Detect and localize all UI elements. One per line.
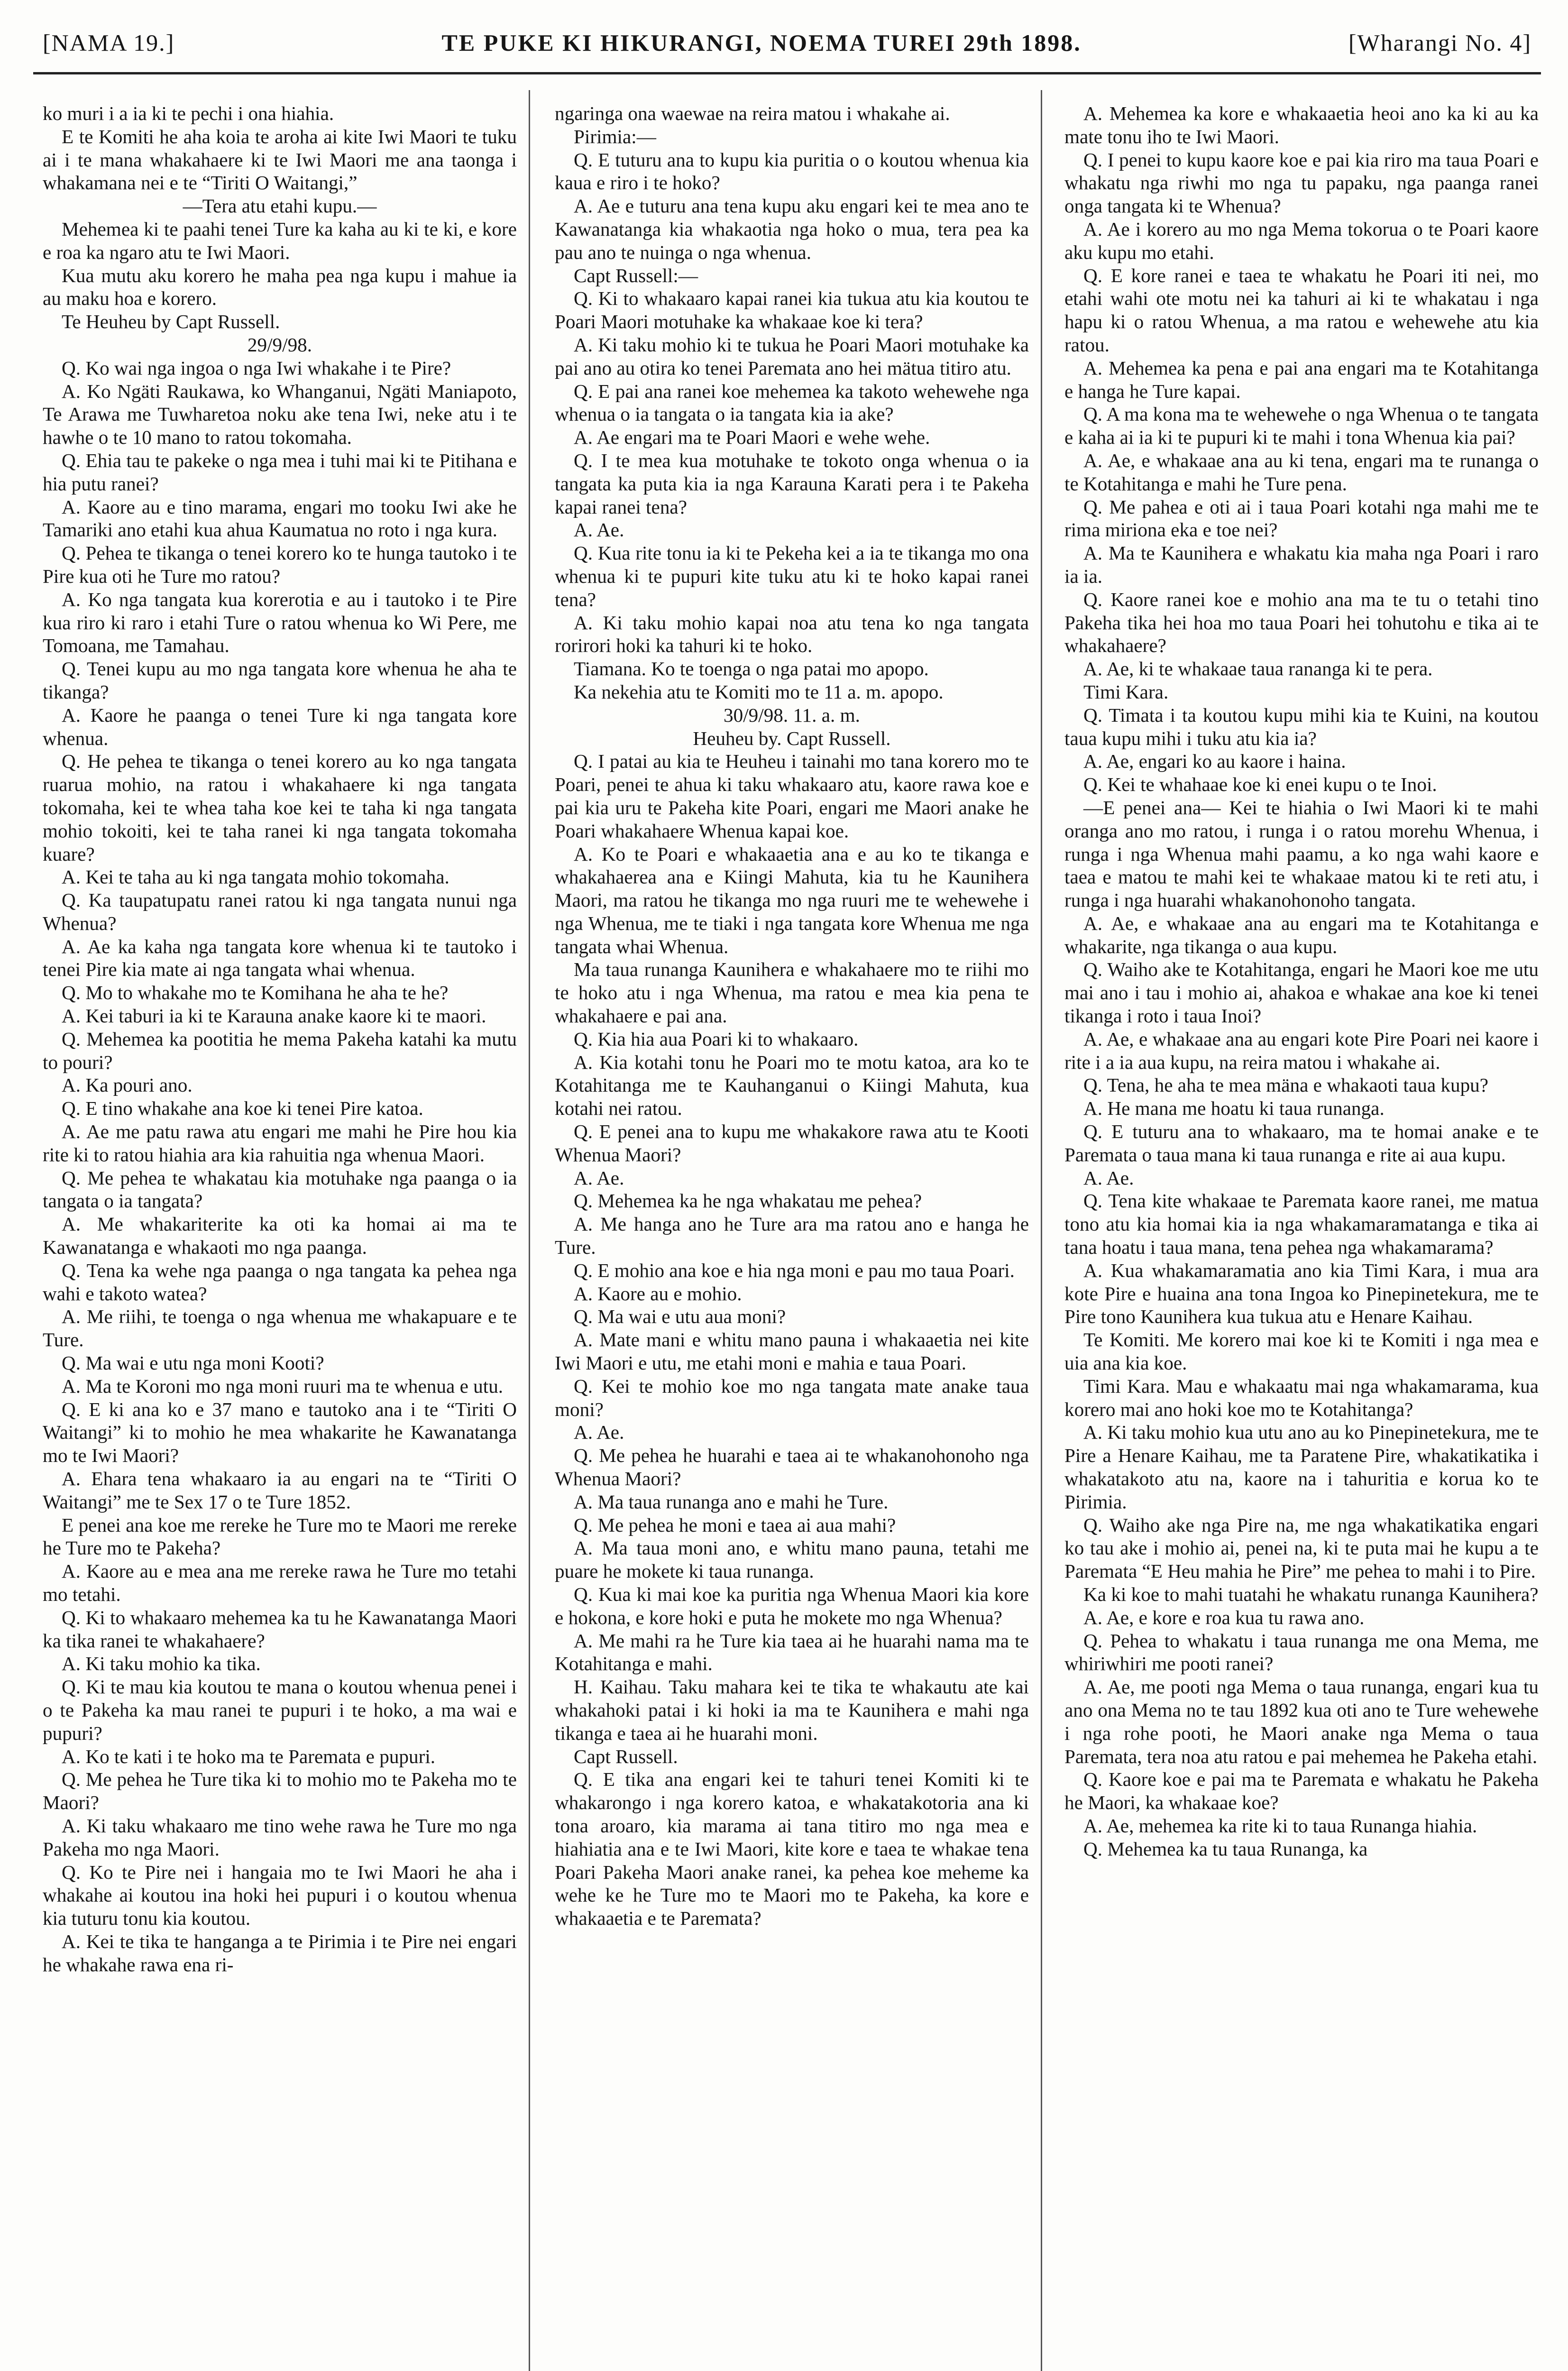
paragraph: A. Ki taku mohio kapai noa atu tena ko nga tangata rorirori hoki ka tahuri ki te hoko.: [555, 611, 1029, 657]
paragraph: Ka nekehia atu te Komiti mo te 11 a. m. apopo.: [574, 680, 944, 703]
paragraph: Q. Mo to whakahe mo te Komihana he aha te he?: [62, 982, 449, 1004]
paragraph: A. Mehemea ka pena e pai ana engari ma te Kotahitanga e hanga he Ture kapai.: [1064, 357, 1539, 402]
paragraph: A. Kei te taha au ki nga tangata mohio tokomaha.: [62, 866, 449, 888]
column-divider-2: [1041, 90, 1042, 2371]
paragraph: A. Ma te Koroni mo nga moni ruuri ma te whenua e utu.: [62, 1375, 504, 1397]
column-divider-1: [529, 90, 530, 2371]
paragraph: Q. E tika ana engari kei te tahuri tenei Komiti ki te whakarongo i nga korero katoa, e whakatakotoria ana ki tona aroaro, kia marama ai tana titiro mo nga mea e hiahiatia ana e te Iwi Maori, kite kore e taea te whakae tena Poari Pakeha Maori anake ranei, ka pehea koe meheme ka wehe ke he Ture mo te Maori mo te Pakeha, ka kore e whakaaetia e te Paremata?: [555, 1768, 1029, 1930]
paragraph: A. Mehemea ka kore e whakaaetia heoi ano ka ki au ka mate tonu iho te Iwi Maori.: [1064, 102, 1539, 147]
paragraph: A. Ae i korero au mo nga Mema tokorua o te Poari kaore aku kupu mo etahi.: [1064, 218, 1539, 263]
column-2: [555, 102, 1029, 2371]
paragraph: Q. Ma wai e utu aua moni?: [574, 1305, 786, 1328]
paragraph: Ma taua runanga Kaunihera e whakahaere mo te riihi mo te hoko atu i nga Whenua, ma ratou e mea kia pena te whakahaere e pai ana.: [555, 958, 1029, 1027]
page-header: [43, 17, 1531, 69]
paragraph: A. Ae, me pooti nga Mema o taua runanga, engari kua tu ano ona Mema no te tau 1892 kua oti ano te Ture wehewehe i nga rohe pooti, he Maori anake nga Mema o taua Paremata, tera noa atu ratou e pai mehemea he Pakeha etahi.: [1064, 1676, 1539, 1767]
paragraph: Q. Tena, he aha te mea mäna e whakaoti taua kupu?: [1083, 1074, 1489, 1096]
paragraph: Q. Ki to whakaaro mehemea ka tu he Kawanatanga Maori ka tika ranei te whakahaere?: [43, 1606, 517, 1652]
paragraph: A. Ae, e whakaae ana au engari ma te Kotahitanga e whakarite, nga tikanga o aua kupu.: [1064, 912, 1539, 957]
paragraph: —E penei ana— Kei te hiahia o Iwi Maori ki te mahi oranga ano mo ratou, i runga i o ratou morehu Whenua, i runga i nga Whenua mahi paamu, a ko nga wahi kaore e taea e matou te mahi kei te whakaae matou ki te reti atu, i runga i nga huarahi whakanohonoho tangata.: [1064, 796, 1539, 911]
paragraph: A. Ae me patu rawa atu engari me mahi he Pire hou kia rite ki to ratou hiahia ara kia rahuitia nga whenua Maori.: [43, 1121, 517, 1166]
paragraph: Q. Ko wai nga ingoa o nga Iwi whakahe i te Pire?: [62, 357, 451, 379]
paragraph: Te Heuheu by Capt Russell.: [62, 311, 280, 333]
paragraph: A. Kaore au e mohio.: [574, 1282, 742, 1305]
paragraph: Q. Tena kite whakaae te Paremata kaore ranei, me matua tono atu kia homai kia ia nga whakamaramatanga e tika ai tana hoatu i taua mana, tena pehea nga whakamarama?: [1064, 1190, 1539, 1259]
paragraph: Q. I patai au kia te Heuheu i tainahi mo tana korero mo te Poari, penei te ahua ki taku whakaaro atu, kaore rawa koe e pai kia uru te Pakeha kite Poari, engari me Maori anake he Poari whakahaere Whenua kapai koe.: [555, 750, 1029, 842]
paragraph: Q. E tino whakahe ana koe ki tenei Pire katoa.: [62, 1097, 423, 1120]
paragraph: Q. E ki ana ko e 37 mano e tautoko ana i te “Tiriti O Waitangi” ki to mohio he mea whakarite he Kawanatanga mo te Iwi Maori?: [43, 1398, 517, 1467]
paragraph: A. Kaore au e tino marama, engari mo tooku Iwi ake he Tamariki ano etahi kua ahua Kaumatua no roto i nga kura.: [43, 496, 517, 541]
paragraph: 30/9/98. 11. a. m.: [724, 704, 860, 726]
paragraph: Te Komiti. Me korero mai koe ki te Komiti i nga mea e uia ana kia koe.: [1064, 1329, 1539, 1374]
paragraph: Q. Waiho ake nga Pire na, me nga whakatikatika engari ko tau ake i mohio ai, penei na, ki te puta mai he kupu a te Paremata “E Heu mahia he Pire” me pehea to mahi i to Pire.: [1064, 1514, 1539, 1582]
paragraph: Q. Tenei kupu au mo nga tangata kore whenua he aha te tikanga?: [43, 658, 517, 703]
paragraph: H. Kaihau. Taku mahara kei te tika te whakautu ate kai whakahoki patai i ki hoki ia ma te Kaunihera e mahi nga tikanga e taea ai he huarahi moni.: [555, 1676, 1029, 1744]
paragraph: A. Kei taburi ia ki te Karauna anake kaore ki te maori.: [62, 1005, 486, 1027]
paragraph: Q. I te mea kua motuhake te tokoto onga whenua o ia tangata ka puta kia ia nga Karauna Karati pera i te Pakeha kapai ranei tena?: [555, 449, 1029, 518]
paragraph: Q. Kua ki mai koe ka puritia nga Whenua Maori kia kore e hokona, e kore hoki e puta he mokete mo nga Whenua?: [555, 1583, 1029, 1628]
paragraph: Q. Mehemea ka he nga whakatau me pehea?: [574, 1190, 922, 1212]
paragraph: A. Ki taku mohio kua utu ano au ko Pinepinetekura, me te Pire a Henare Kaihau, me ta Paratene Pire, whakatikatika i whakatakoto atu na, kaore na i tahuritia e korua ko te Pirimia.: [1064, 1421, 1539, 1513]
paragraph: E penei ana koe me rereke he Ture mo te Maori me rereke he Ture mo te Pakeha?: [43, 1514, 517, 1559]
paragraph: Q. Me pahea e oti ai i taua Poari kotahi nga mahi me te rima miriona eka e toe nei?: [1064, 496, 1539, 541]
paragraph: A. Ae.: [574, 519, 624, 541]
paragraph: A. Ma taua runanga ano e mahi he Ture.: [574, 1490, 889, 1513]
paragraph: A. Ko Ngäti Raukawa, ko Whanganui, Ngäti Maniapoto, Te Arawa me Tuwharetoa noku ake tena Iwi, neke atu i te hawhe o te 10 mano to ratou tokomaha.: [43, 380, 517, 449]
paragraph: A. Me riihi, te toenga o nga whenua me whakapuare e te Ture.: [43, 1305, 517, 1351]
paragraph: 29/9/98.: [247, 333, 312, 356]
paragraph: A. Ki taku mohio ki te tukua he Poari Maori motuhake ka pai ano au otira ko tenei Paremata ano hei mätua titiro atu.: [555, 333, 1029, 379]
page-number: [Wharangi No. 4]: [1348, 29, 1531, 56]
header-rule: [33, 72, 1541, 74]
paragraph: Q. A ma kona ma te wehewehe o nga Whenua o te tangata e kaha ai ia ki te pupuri ki te mahi i tona Whenua kia pai?: [1064, 403, 1539, 449]
paragraph: Q. Ka taupatupatu ranei ratou ki nga tangata nunui nga Whenua?: [43, 889, 517, 934]
paragraph: A. Ae ka kaha nga tangata kore whenua ki te tautoko i tenei Pire kia mate ai nga tangata whai whenua.: [43, 935, 517, 981]
paragraph: A. Kaore au e mea ana me rereke rawa he Ture mo tetahi mo tetahi.: [43, 1560, 517, 1605]
paragraph: A. Ehara tena whakaaro ia au engari na te “Tiriti O Waitangi” me te Sex 17 o te Ture 1852.: [43, 1468, 517, 1513]
paragraph: A. Ka pouri ano.: [62, 1074, 193, 1096]
paragraph: A. Ae, e whakaae ana au ki tena, engari ma te runanga o te Kotahitanga e mahi he Ture pena.: [1064, 449, 1539, 495]
paragraph: Tiamana. Ko te toenga o nga patai mo apopo.: [574, 658, 929, 680]
paragraph: Ka ki koe to mahi tuatahi he whakatu runanga Kaunihera?: [1083, 1583, 1539, 1605]
paragraph: A. Kia kotahi tonu he Poari mo te motu katoa, ara ko te Kotahitanga me te Kauhanganui o Kiingi Mahuta, kua kotahi nei ratou.: [555, 1051, 1029, 1120]
paragraph: Q. Me pehea he Ture tika ki to mohio mo te Pakeha mo te Maori?: [43, 1768, 517, 1814]
paragraph: Q. Ko te Pire nei i hangaia mo te Iwi Maori he aha i whakahe ai koutou ina hoki hei pupuri i o koutou whenua kia tuturu tonu kia koutou.: [43, 1861, 517, 1930]
paragraph: Q. I penei to kupu kaore koe e pai kia riro ma taua Poari e whakatu nga riwhi mo nga tu papaku, nga paanga ranei onga tangata ki te Whenua?: [1064, 148, 1539, 217]
paragraph: ngaringa ona waewae na reira matou i whakahe ai.: [555, 102, 950, 124]
paragraph: A. Ae, e whakaae ana au engari kote Pire Poari nei kaore i rite i a ia aua kupu, na reira matou i whakahe ai.: [1064, 1028, 1539, 1073]
paragraph: Heuheu by. Capt Russell.: [693, 727, 891, 749]
paragraph: A. Kaore he paanga o tenei Ture ki nga tangata kore whenua.: [43, 704, 517, 749]
column-1: [43, 102, 517, 2371]
paragraph: Q. Timata i ta koutou kupu mihi kia te Kuini, na koutou taua kupu mihi i tuku atu kia ia?: [1064, 704, 1539, 749]
paragraph: Q. Kei te mohio koe mo nga tangata mate anake taua moni?: [555, 1375, 1029, 1420]
paragraph: A. Me mahi ra he Ture kia taea ai he huarahi nama ma te Kotahitanga e mahi.: [555, 1629, 1029, 1675]
masthead-title: TE PUKE KI HIKURANGI, NOEMA TUREI 29th 1898.: [441, 29, 1082, 56]
paragraph: A. Me hanga ano he Ture ara ma ratou ano e hanga he Ture.: [555, 1213, 1029, 1259]
paragraph: Q. Kia hia aua Poari ki to whakaaro.: [574, 1028, 859, 1050]
paragraph: Q. Me pehea he huarahi e taea ai te whakanohonoho nga Whenua Maori?: [555, 1444, 1029, 1490]
paragraph: A. Ae, engari ko au kaore i haina.: [1083, 750, 1346, 772]
paragraph: A. Ae engari ma te Poari Maori e wehe wehe.: [574, 426, 930, 449]
paragraph: Q. Waiho ake te Kotahitanga, engari he Maori koe me utu mai ano i tau i mohio ai, ahakoa e whakae ana koe ki tenei tikanga i roto i taua Inoi?: [1064, 958, 1539, 1027]
paragraph: A. Ae e tuturu ana tena kupu aku engari kei te mea ano te Kawanatanga kia whakaotia nga hoko o mua, tera pea ka pau ano te nuinga o nga whenua.: [555, 195, 1029, 263]
paragraph: A. Ki taku mohio ka tika.: [62, 1653, 261, 1675]
paragraph: Kua mutu aku korero he maha pea nga kupu i mahue ia au maku hoa e korero.: [43, 264, 517, 310]
paragraph: A. He mana me hoatu ki taua runanga.: [1083, 1097, 1385, 1120]
paragraph: Timi Kara. Mau e whakaatu mai nga whakamarama, kua korero mai ano hoki koe mo te Kotahitanga?: [1064, 1375, 1539, 1420]
paragraph: Q. E tuturu ana to kupu kia puritia o o koutou whenua kia kaua e riro i te hoko?: [555, 148, 1029, 194]
paragraph: Pirimia:—: [574, 125, 656, 147]
paragraph: Q. Pehea to whakatu i taua runanga me ona Mema, me whiriwhiri me pooti ranei?: [1064, 1629, 1539, 1675]
paragraph: A. Ki taku whakaaro me tino wehe rawa he Ture mo nga Pakeha mo nga Maori.: [43, 1814, 517, 1860]
paragraph: Q. Me pehea he moni e taea ai aua mahi?: [574, 1514, 896, 1536]
paragraph: A. Ae.: [574, 1421, 624, 1443]
paragraph: A. Ko te kati i te hoko ma te Paremata e pupuri.: [62, 1745, 436, 1767]
paragraph: Q. Mehemea ka pootitia he mema Pakeha katahi ka mutu to pouri?: [43, 1028, 517, 1073]
paragraph: Q. E penei ana to kupu me whakakore rawa atu te Kooti Whenua Maori?: [555, 1121, 1029, 1166]
paragraph: Q. Kaore koe e pai ma te Paremata e whakatu he Pakeha he Maori, ka whakaae koe?: [1064, 1768, 1539, 1814]
paragraph: Q. Kaore ranei koe e mohio ana ma te tu o tetahi tino Pakeha tika hei hoa mo taua Poari hei tohutohu e tika ai te whakahaere?: [1064, 588, 1539, 657]
paragraph: A. Ma taua moni ano, e whitu mano pauna, tetahi me puare he mokete ki taua runanga.: [555, 1537, 1029, 1582]
paragraph: Q. Kua rite tonu ia ki te Pekeha kei a ia te tikanga mo ona whenua ki te pupuri kite tuku atu ki te hoko kapai ranei tena?: [555, 542, 1029, 610]
paragraph: A. Kua whakamaramatia ano kia Timi Kara, i mua ara kote Pire e huaina ana tona Ingoa ko Pinepinetekura, me te Pire tono Kaunihera kua tukua atu e Henare Kaihau.: [1064, 1259, 1539, 1328]
paragraph: Q. E kore ranei e taea te whakatu he Poari iti nei, mo etahi wahi ote motu nei ka tahuri ai ki te whakatau i nga hapu ki o ratou Whenua, a ma ratou e wehewehe atu kia ratou.: [1064, 264, 1539, 356]
paragraph: Q. Ki te mau kia koutou te mana o koutou whenua penei i o te Pakeha ka mau ranei te pupuri i te hoko, a ma wai e pupuri?: [43, 1676, 517, 1744]
paragraph: Q. He pehea te tikanga o tenei korero au ko nga tangata ruarua mohio, na ratou i whakahaere ki nga tangata tokomaha, kei te whea taha koe kei te taha ki nga tangata mohio tokoiti, kei te taha ranei ki nga tangata tokomaha kuare?: [43, 750, 517, 865]
paragraph: —Tera atu etahi kupu.—: [183, 195, 377, 217]
paragraph: E te Komiti he aha koia te aroha ai kite Iwi Maori te tuku ai i te mana whakahaere ki te Iwi Maori me ana taonga i whakamana nei e te “Tiriti O Waitangi,”: [43, 125, 517, 194]
column-3: [1064, 102, 1539, 2371]
paragraph: ko muri i a ia ki te pechi i ona hiahia.: [43, 102, 334, 124]
paragraph: Q. E mohio ana koe e hia nga moni e pau mo taua Poari.: [574, 1259, 1015, 1281]
paragraph: A. Ma te Kaunihera e whakatu kia maha nga Poari i raro ia ia.: [1064, 542, 1539, 587]
paragraph: A. Kei te tika te hanganga a te Pirimia i te Pire nei engari he whakahe rawa ena ri-: [43, 1930, 517, 1976]
paragraph: A. Ko nga tangata kua korerotia e au i tautoko i te Pire kua riro ki raro i etahi Ture o ratou whenua ko Wi Pere, me Tomoana, me Tamahau.: [43, 588, 517, 657]
paragraph: Timi Kara.: [1083, 680, 1169, 703]
paragraph: Q. Ehia tau te pakeke o nga mea i tuhi mai ki te Pitihana e hia putu ranei?: [43, 449, 517, 495]
paragraph: Q. Ki to whakaaro kapai ranei kia tukua atu kia koutou te Poari Maori motuhake ka whakaae koe ki tera?: [555, 287, 1029, 333]
paragraph: Q. Kei te whahaae koe ki enei kupu o te Inoi.: [1083, 773, 1437, 796]
paragraph: Q. Me pehea te whakatau kia motuhake nga paanga o ia tangata o ia tangata?: [43, 1167, 517, 1212]
paragraph: A. Me whakariterite ka oti ka homai ai ma te Kawanatanga e whakaoti mo nga paanga.: [43, 1213, 517, 1259]
paragraph: Q. E tuturu ana to whakaaro, ma te homai anake e te Paremata o taua mana ki taua runanga e rite ai aua kupu.: [1064, 1121, 1539, 1166]
paragraph: A. Ae.: [1083, 1167, 1134, 1189]
paragraph: A. Ae.: [574, 1167, 624, 1189]
paragraph: Capt Russell.: [574, 1745, 678, 1767]
paragraph: Q. Pehea te tikanga o tenei korero ko te hunga tautoko i te Pire kua oti he Ture mo ratou?: [43, 542, 517, 587]
paragraph: Q. Tena ka wehe nga paanga o nga tangata ka pehea nga wahi e takoto watea?: [43, 1259, 517, 1305]
issue-number: [NAMA 19.]: [43, 29, 175, 56]
paragraph: Q. Mehemea ka tu taua Runanga, ka: [1083, 1838, 1368, 1860]
paragraph: A. Mate mani e whitu mano pauna i whakaaetia nei kite Iwi Maori e utu, me etahi moni e mahia e taua Poari.: [555, 1329, 1029, 1374]
paragraph: A. Ko te Poari e whakaaetia ana e au ko te tikanga e whakahaerea ana e Kiingi Mahuta, kia tu he Kaunihera Maori, ma ratou he tikanga mo nga ruuri me te wehewehe i nga Whenua, me te tiaki i nga tangata kore Whenua me nga tangata whai Whenua.: [555, 843, 1029, 957]
paragraph: Mehemea ki te paahi tenei Ture ka kaha au ki te ki, e kore e roa ka ngaro atu te Iwi Maori.: [43, 218, 517, 263]
paragraph: A. Ae, mehemea ka rite ki to taua Runanga hiahia.: [1083, 1814, 1477, 1837]
paragraph: A. Ae, e kore e roa kua tu rawa ano.: [1083, 1606, 1365, 1628]
paragraph: Q. Ma wai e utu nga moni Kooti?: [62, 1352, 324, 1374]
paragraph: Capt Russell:—: [574, 264, 698, 286]
paragraph: Q. E pai ana ranei koe mehemea ka takoto wehewehe nga whenua o ia tangata o ia tangata kia ia ake?: [555, 380, 1029, 425]
paragraph: A. Ae, ki te whakaae taua rananga ki te pera.: [1083, 658, 1433, 680]
